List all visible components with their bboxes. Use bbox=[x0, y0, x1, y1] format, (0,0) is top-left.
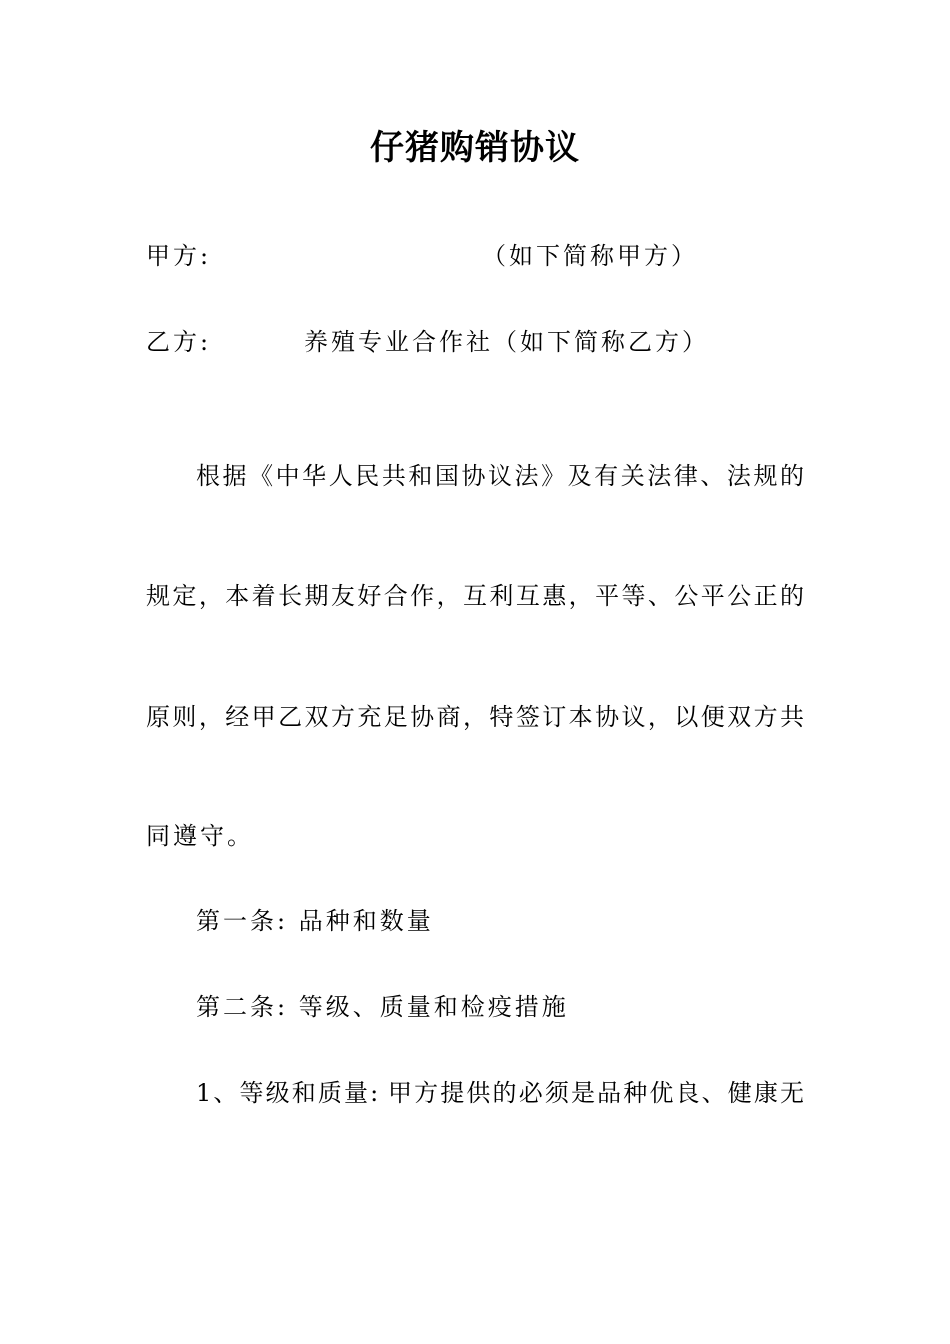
preamble-line-4: 同遵守。 bbox=[146, 822, 254, 850]
document-title: 仔猪购销协议 bbox=[370, 128, 580, 168]
article-1-heading: 第一条: 品种和数量 bbox=[196, 907, 434, 935]
party-b-note: 养殖专业合作社（如下简称乙方） bbox=[304, 328, 709, 356]
party-a-label: 甲方: bbox=[146, 242, 212, 270]
preamble-line-2: 规定，本着长期友好合作，互利互惠，平等、公平公正的 bbox=[146, 582, 804, 610]
party-b-label: 乙方: bbox=[146, 328, 212, 356]
preamble-line-3: 原则，经甲乙双方充足协商，特签订本协议，以便双方共 bbox=[146, 703, 804, 731]
clause-1-line: 1、等级和质量: 甲方提供的必须是品种优良、健康无 bbox=[196, 1079, 804, 1107]
party-a-note: （如下简称甲方） bbox=[482, 242, 698, 270]
preamble-line-1: 根据《中华人民共和国协议法》及有关法律、法规的 bbox=[196, 462, 804, 490]
article-2-heading: 第二条: 等级、质量和检疫措施 bbox=[196, 993, 569, 1021]
